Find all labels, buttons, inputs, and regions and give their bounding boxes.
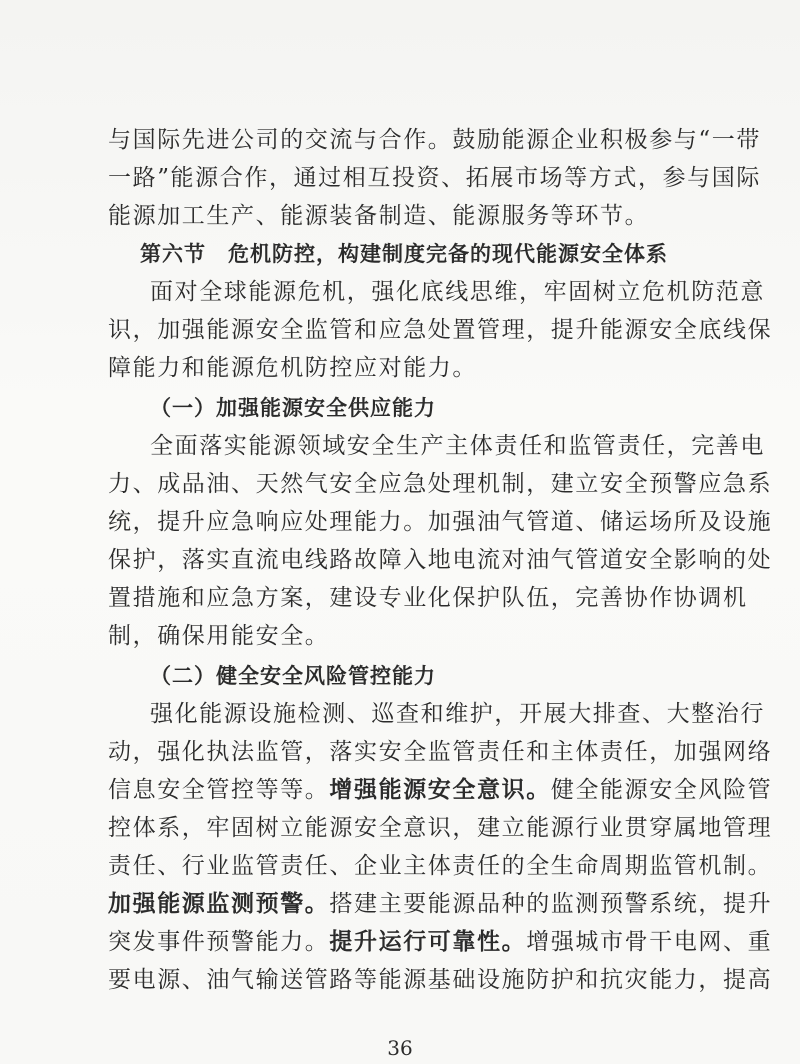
text-line: 强化能源设施检测、巡查和维护，开展大排查、大整治行 bbox=[150, 701, 765, 727]
text-line: 与国际先进公司的交流与合作。鼓励能源企业积极参与“一带 bbox=[108, 127, 761, 153]
bold-phrase: 加强能源监测预警。 bbox=[108, 890, 330, 917]
text-line bbox=[108, 775, 773, 805]
text-line: 要电源、油气输送管路等能源基础设施防护和抗灾能力，提高 bbox=[108, 967, 773, 993]
text-line: 保护，落实直流电线路故障入地电流对油气管道安全影响的处 bbox=[108, 547, 773, 573]
text-span: 健全能源安全风险管 bbox=[550, 777, 773, 803]
section-heading: 第六节 危机防控，构建制度完备的现代能源安全体系 bbox=[140, 241, 668, 266]
text-line: 识，加强能源安全监管和应急处置管理，提升能源安全底线保 bbox=[108, 317, 773, 343]
text-line: 障能力和能源危机防控应对能力。 bbox=[108, 355, 477, 381]
text-line bbox=[108, 927, 773, 957]
text-line: 责任、行业监管责任、企业主体责任的全生命周期监管机制。 bbox=[108, 853, 773, 879]
text-line bbox=[108, 889, 773, 919]
text-line: 制，确保用能安全。 bbox=[108, 623, 330, 649]
text-line: 控体系，牢固树立能源安全意识，建立能源行业贯穿属地管理 bbox=[108, 815, 773, 841]
text-span: 信息安全管控等等。 bbox=[108, 777, 330, 803]
text-line: 全面落实能源领域安全生产主体责任和监管责任，完善电 bbox=[150, 433, 765, 459]
text-line: 一路”能源合作，通过相互投资、拓展市场等方式，参与国际 bbox=[108, 165, 761, 191]
bold-phrase: 增强能源安全意识。 bbox=[329, 776, 551, 803]
subsection-heading: （一）加强能源安全供应能力 bbox=[150, 395, 436, 420]
text-line: 置措施和应急方案，建设专业化保护队伍，完善协作协调机 bbox=[108, 585, 748, 611]
subsection-heading: （二）健全安全风险管控能力 bbox=[150, 663, 436, 688]
text-line: 能源加工生产、能源装备制造、能源服务等环节。 bbox=[108, 203, 650, 229]
text-line: 统，提升应急响应处理能力。加强油气管道、储运场所及设施 bbox=[108, 509, 773, 535]
text-span: 突发事件预警能力。 bbox=[108, 929, 330, 955]
text-line: 动，强化执法监管，落实安全监管责任和主体责任，加强网络 bbox=[108, 739, 773, 765]
text-line: 力、成品油、天然气安全应急处理机制，建立安全预警应急系 bbox=[108, 471, 773, 497]
text-span: 增强城市骨干电网、重 bbox=[526, 929, 773, 955]
text-line: 面对全球能源危机，强化底线思维，牢固树立危机防范意 bbox=[150, 279, 765, 305]
page-number: 36 bbox=[387, 1036, 413, 1060]
text-span: 搭建主要能源品种的监测预警系统，提升 bbox=[329, 891, 773, 917]
bold-phrase: 提升运行可靠性。 bbox=[329, 928, 527, 955]
